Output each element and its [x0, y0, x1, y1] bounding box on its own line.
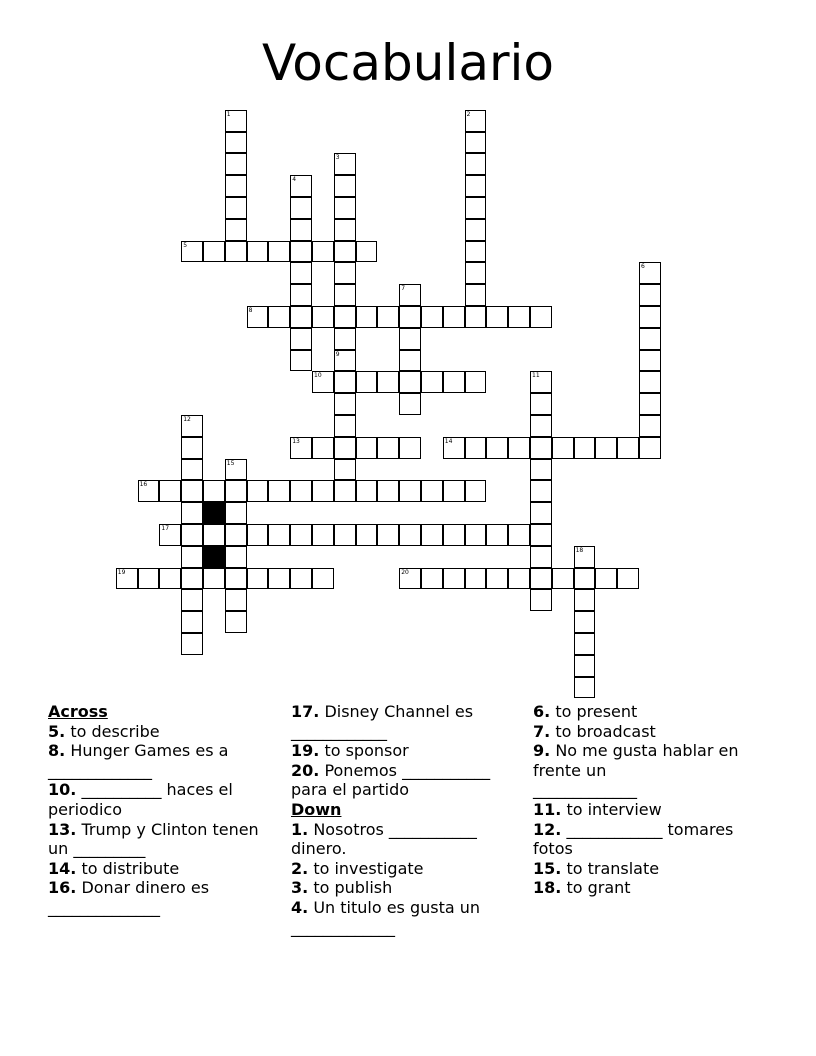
grid-cell[interactable]	[465, 241, 487, 263]
grid-cell[interactable]	[181, 502, 203, 524]
grid-cell[interactable]	[595, 437, 617, 459]
cell-number: 17	[161, 525, 170, 532]
grid-cell[interactable]	[639, 437, 661, 459]
cell-number: 16	[139, 481, 148, 489]
cell-number: 12	[183, 416, 191, 423]
grid-cell[interactable]	[486, 524, 508, 546]
grid-cell[interactable]	[334, 241, 356, 263]
grid-cell[interactable]	[399, 524, 421, 546]
clue-down-18: 18. to grant	[533, 878, 631, 898]
grid-cell[interactable]	[465, 437, 487, 459]
cell-number: 11	[532, 372, 540, 380]
grid-cell[interactable]	[334, 328, 356, 350]
grid-cell[interactable]	[334, 371, 356, 393]
grid-cell[interactable]	[268, 480, 290, 502]
grid-cell[interactable]	[639, 393, 661, 415]
grid-cell[interactable]	[334, 350, 356, 372]
grid-cell[interactable]	[574, 655, 596, 677]
grid-cell[interactable]	[399, 350, 421, 372]
clue-across-17-blank: ____________	[291, 721, 387, 741]
grid-cell[interactable]	[138, 568, 160, 590]
grid-cell[interactable]	[181, 480, 203, 502]
cell-number: 10	[314, 372, 322, 380]
grid-cell[interactable]	[356, 437, 378, 459]
grid-cell[interactable]	[617, 568, 639, 590]
cell-number: 1	[226, 110, 231, 118]
clue-across-14: 14. to distribute	[48, 858, 180, 878]
clue-down-7: 7. to broadcast	[533, 721, 656, 741]
grid-cell[interactable]	[290, 241, 312, 263]
clue-across-19: 19. to sponsor	[291, 741, 409, 761]
clue-across-13: 13. Trump y Clinton tenen un _________	[48, 819, 259, 859]
grid-cell[interactable]	[465, 284, 487, 306]
grid-cell[interactable]	[530, 415, 552, 437]
clue-across-17: 17. Disney Channel es	[291, 702, 474, 721]
grid-cell[interactable]	[225, 219, 247, 241]
grid-cell[interactable]	[421, 524, 443, 546]
grid-cell[interactable]	[312, 480, 334, 502]
grid-cell[interactable]	[225, 480, 247, 502]
clue-down-2: 2. to investigate	[291, 858, 424, 878]
clue-down-12: 12. ____________ tomares fotos	[533, 819, 734, 859]
cell-number: 20	[401, 568, 409, 576]
grid-cell[interactable]	[225, 175, 247, 197]
grid-cell[interactable]	[465, 568, 487, 590]
grid-cell[interactable]	[465, 219, 487, 241]
grid-cell[interactable]	[508, 568, 530, 590]
grid-cell[interactable]	[443, 306, 465, 328]
grid-cell[interactable]	[290, 480, 312, 502]
cell-number: 18	[575, 546, 584, 554]
grid-cell[interactable]	[377, 306, 399, 328]
grid-cell[interactable]	[268, 524, 290, 546]
grid-cell[interactable]	[247, 480, 269, 502]
grid-cell[interactable]	[225, 568, 247, 590]
grid-cell[interactable]	[356, 306, 378, 328]
grid-cell[interactable]	[290, 328, 312, 350]
grid-cell[interactable]	[465, 175, 487, 197]
page-title: Vocabulario	[261, 34, 555, 92]
grid-cell[interactable]	[159, 524, 181, 546]
grid-cell[interactable]	[290, 219, 312, 241]
grid-cell[interactable]	[530, 371, 552, 393]
grid-cell[interactable]	[617, 437, 639, 459]
grid-cell[interactable]	[508, 437, 530, 459]
grid-cell[interactable]	[290, 524, 312, 546]
grid-cell[interactable]	[268, 568, 290, 590]
clue-down-4-blank: _____________	[291, 917, 395, 937]
grid-cell[interactable]	[574, 677, 596, 699]
grid-cell[interactable]	[639, 371, 661, 393]
grid-cell[interactable]	[530, 524, 552, 546]
grid-cell[interactable]	[290, 437, 312, 459]
cell-number: 2	[466, 110, 471, 118]
grid-cell[interactable]	[399, 328, 421, 350]
clue-across-8-blank: _____________	[48, 760, 152, 780]
cell-number: 4	[292, 176, 297, 184]
clue-down-9: 9. No me gusta hablar en frente un	[533, 741, 739, 780]
grid-cell[interactable]	[290, 350, 312, 372]
clue-down-3: 3. to publish	[291, 878, 393, 898]
grid-cell[interactable]	[247, 568, 269, 590]
grid-cell[interactable]	[530, 437, 552, 459]
grid-cell[interactable]	[421, 568, 443, 590]
grid-cell[interactable]	[399, 568, 421, 590]
down-header: Down	[291, 799, 342, 819]
grid-cell[interactable]	[595, 568, 617, 590]
grid-cell[interactable]	[159, 480, 181, 502]
grid-cell[interactable]	[181, 633, 203, 655]
grid-cell[interactable]	[181, 241, 203, 263]
grid-cell[interactable]	[312, 568, 334, 590]
clue-across-10: 10. __________ haces el periodico	[48, 780, 233, 819]
grid-cell[interactable]	[290, 306, 312, 328]
grid-cell[interactable]	[356, 480, 378, 502]
grid-cell[interactable]	[530, 306, 552, 328]
cell-number: 5	[183, 241, 188, 249]
grid-cell[interactable]	[443, 437, 465, 459]
grid-cell[interactable]	[486, 568, 508, 590]
grid-cell[interactable]	[399, 371, 421, 393]
grid-cell[interactable]	[225, 110, 247, 132]
black-cell	[203, 546, 225, 568]
grid-cell[interactable]	[268, 306, 290, 328]
cell-number: 6	[641, 263, 645, 271]
grid-cell[interactable]	[443, 371, 465, 393]
grid-cell[interactable]	[443, 568, 465, 590]
clue-across-16-blank: ______________	[48, 897, 160, 917]
grid-cell[interactable]	[465, 132, 487, 154]
grid-cell[interactable]	[334, 415, 356, 437]
grid-cell[interactable]	[574, 611, 596, 633]
grid-cell[interactable]	[181, 437, 203, 459]
grid-cell[interactable]	[312, 371, 334, 393]
grid-cell[interactable]	[225, 546, 247, 568]
grid-cell[interactable]	[290, 568, 312, 590]
grid-cell[interactable]	[203, 524, 225, 546]
grid-cell[interactable]	[312, 306, 334, 328]
cell-number: 8	[248, 307, 253, 314]
grid-cell[interactable]	[225, 589, 247, 611]
grid-cell[interactable]	[225, 153, 247, 175]
grid-cell[interactable]	[225, 241, 247, 263]
grid-cell[interactable]	[421, 371, 443, 393]
grid-cell[interactable]	[465, 306, 487, 328]
grid-cell[interactable]	[639, 262, 661, 284]
grid-cell[interactable]	[181, 611, 203, 633]
grid-cell[interactable]	[138, 480, 160, 502]
grid-cell[interactable]	[356, 241, 378, 263]
grid-cell[interactable]	[421, 306, 443, 328]
grid-cell[interactable]	[268, 241, 290, 263]
grid-cell[interactable]	[334, 153, 356, 175]
grid-cell[interactable]	[639, 415, 661, 437]
grid-cell[interactable]	[552, 568, 574, 590]
grid-cell[interactable]	[465, 480, 487, 502]
grid-cell[interactable]	[639, 328, 661, 350]
grid-cell[interactable]	[574, 546, 596, 568]
grid-cell[interactable]	[399, 284, 421, 306]
clue-across-5: 5. to describe	[48, 721, 160, 741]
black-cell	[203, 502, 225, 524]
grid-cell[interactable]	[290, 262, 312, 284]
cell-number: 19	[117, 568, 126, 576]
grid-cell[interactable]	[443, 524, 465, 546]
grid-cell[interactable]	[225, 502, 247, 524]
grid-cell[interactable]	[399, 437, 421, 459]
grid-cell[interactable]	[181, 546, 203, 568]
grid-cell[interactable]	[334, 480, 356, 502]
grid-cell[interactable]	[377, 371, 399, 393]
grid-cell[interactable]	[225, 132, 247, 154]
grid-cell[interactable]	[225, 459, 247, 481]
grid-cell[interactable]	[247, 241, 269, 263]
grid-cell[interactable]	[465, 110, 487, 132]
grid-cell[interactable]	[530, 502, 552, 524]
grid-cell[interactable]	[312, 437, 334, 459]
grid-cell[interactable]	[508, 306, 530, 328]
grid-cell[interactable]	[334, 262, 356, 284]
grid-cell[interactable]	[247, 524, 269, 546]
grid-cell[interactable]	[356, 524, 378, 546]
grid-cell[interactable]	[203, 568, 225, 590]
clue-down-15: 15. to translate	[533, 858, 660, 878]
grid-cell[interactable]	[530, 589, 552, 611]
grid-cell[interactable]	[552, 437, 574, 459]
grid-cell[interactable]	[486, 437, 508, 459]
grid-cell[interactable]	[574, 437, 596, 459]
grid-cell[interactable]	[247, 306, 269, 328]
grid-cell[interactable]	[465, 262, 487, 284]
clues-column-3	[533, 702, 765, 898]
grid-cell[interactable]	[530, 568, 552, 590]
grid-cell[interactable]	[377, 480, 399, 502]
grid-cell[interactable]	[421, 480, 443, 502]
across-header: Across	[48, 702, 108, 721]
grid-cell[interactable]	[639, 350, 661, 372]
clue-down-4: 4. Un titulo es gusta un	[291, 897, 481, 917]
grid-cell[interactable]	[181, 459, 203, 481]
grid-cell[interactable]	[574, 633, 596, 655]
grid-cell[interactable]	[465, 371, 487, 393]
grid-cell[interactable]	[530, 480, 552, 502]
grid-cell[interactable]	[334, 284, 356, 306]
grid-cell[interactable]	[334, 524, 356, 546]
clue-down-11: 11. to interview	[533, 799, 662, 819]
grid-cell[interactable]	[530, 393, 552, 415]
grid-cell[interactable]	[116, 568, 138, 590]
grid-cell[interactable]	[465, 153, 487, 175]
grid-cell[interactable]	[203, 241, 225, 263]
grid-cell[interactable]	[181, 568, 203, 590]
clues-column-2	[291, 702, 523, 937]
cell-number: 14	[444, 437, 453, 445]
grid-cell[interactable]	[334, 219, 356, 241]
grid-cell[interactable]	[639, 284, 661, 306]
grid-cell[interactable]	[377, 437, 399, 459]
grid-cell[interactable]	[334, 175, 356, 197]
grid-cell[interactable]	[486, 306, 508, 328]
clue-down-1: 1. Nosotros ___________ dinero.	[291, 819, 477, 859]
grid-cell[interactable]	[574, 589, 596, 611]
grid-cell[interactable]	[465, 197, 487, 219]
grid-cell[interactable]	[399, 393, 421, 415]
clue-across-8: 8. Hunger Games es a	[48, 741, 229, 761]
grid-cell[interactable]	[181, 415, 203, 437]
grid-cell[interactable]	[290, 197, 312, 219]
grid-cell[interactable]	[334, 306, 356, 328]
clue-down-6: 6. to present	[533, 702, 638, 721]
grid-cell[interactable]	[225, 524, 247, 546]
grid-cell[interactable]	[399, 306, 421, 328]
grid-cell[interactable]	[530, 459, 552, 481]
grid-cell[interactable]	[334, 197, 356, 219]
grid-cell[interactable]	[312, 524, 334, 546]
grid-cell[interactable]	[225, 611, 247, 633]
grid-cell[interactable]	[181, 589, 203, 611]
grid-cell[interactable]	[356, 371, 378, 393]
grid-cell[interactable]	[334, 437, 356, 459]
cell-number: 13	[292, 437, 300, 445]
grid-cell[interactable]	[574, 568, 596, 590]
cell-number: 3	[335, 154, 340, 162]
grid-cell[interactable]	[508, 524, 530, 546]
grid-cell[interactable]	[181, 524, 203, 546]
grid-cell[interactable]	[334, 393, 356, 415]
clue-down-9-blank: _____________	[533, 780, 637, 800]
grid-cell[interactable]	[443, 480, 465, 502]
grid-cell[interactable]	[334, 459, 356, 481]
grid-cell[interactable]	[290, 175, 312, 197]
grid-cell[interactable]	[203, 480, 225, 502]
clue-across-16: 16. Donar dinero es	[48, 878, 210, 898]
grid-cell[interactable]	[159, 568, 181, 590]
cell-number: 15	[226, 459, 235, 467]
clues-column-1	[48, 702, 273, 918]
grid-cell[interactable]	[399, 480, 421, 502]
grid-cell[interactable]	[225, 197, 247, 219]
grid-cell[interactable]	[639, 306, 661, 328]
grid-cell[interactable]	[290, 284, 312, 306]
cell-number: 9	[335, 350, 340, 358]
grid-cell[interactable]	[530, 546, 552, 568]
cell-number: 7	[401, 285, 406, 293]
clue-across-20: 20. Ponemos ___________ para el partido	[291, 760, 491, 800]
grid-cell[interactable]	[377, 524, 399, 546]
grid-cell[interactable]	[312, 241, 334, 263]
grid-cell[interactable]	[465, 524, 487, 546]
